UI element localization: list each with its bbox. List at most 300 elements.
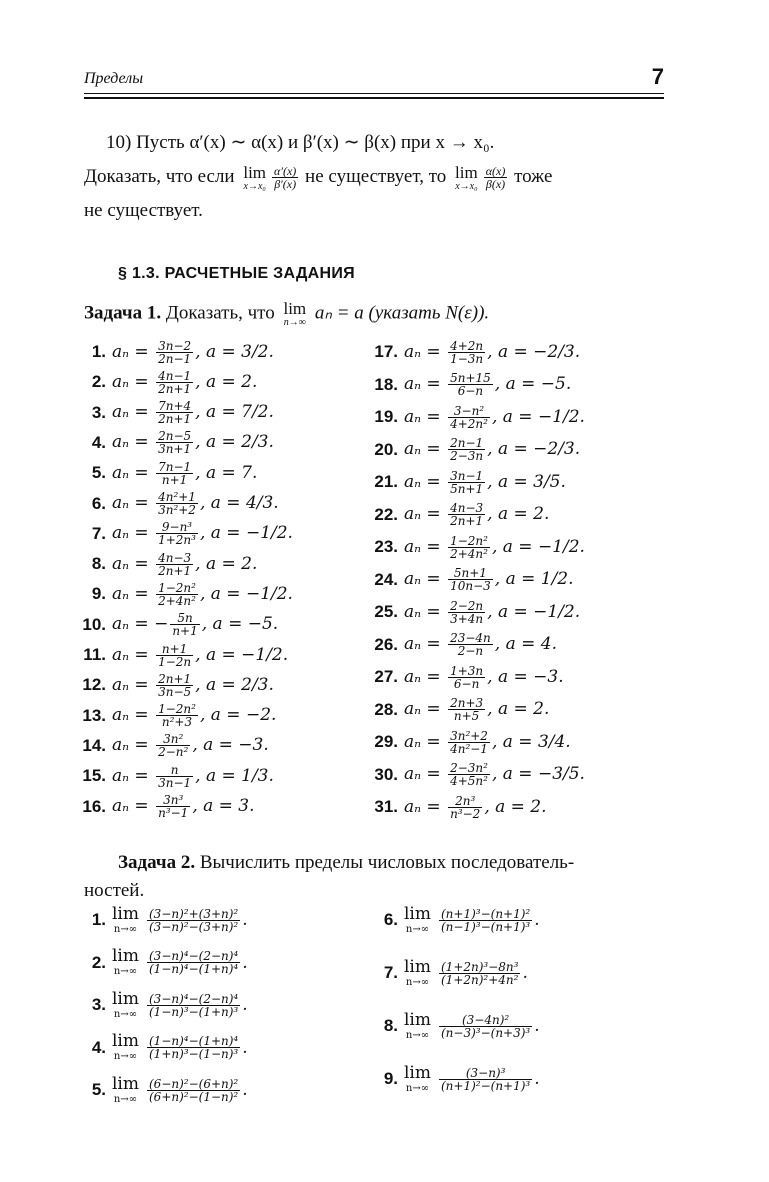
item-period: . — [242, 1080, 248, 1100]
problem-10-line-2 — [84, 162, 662, 192]
fraction-numerator: (6−n)²−(6+n)² — [149, 1076, 239, 1091]
item-fraction — [156, 340, 193, 365]
fraction-denominator: 1−3n — [450, 351, 484, 366]
task-2-item — [78, 943, 248, 983]
running-head — [84, 66, 664, 92]
limit-operator — [404, 956, 431, 988]
item-limit-value: , a = 2. — [195, 371, 258, 392]
item-fraction — [448, 340, 485, 365]
task-1-item — [370, 661, 564, 693]
task-1-item — [370, 401, 585, 433]
fraction-numerator: 3−n² — [453, 403, 485, 418]
item-fraction — [439, 961, 520, 986]
item-period: . — [534, 1069, 540, 1089]
fraction-denominator: 4n²−1 — [450, 741, 488, 756]
limit-operator — [404, 1062, 431, 1094]
item-formula — [112, 673, 274, 698]
item-number: 19. — [374, 407, 398, 426]
item-number: 5. — [91, 463, 106, 483]
fraction-numerator: (3−4n)² — [462, 1012, 510, 1027]
item-limit-value: , a = 3/5. — [487, 471, 566, 492]
item-formula — [112, 794, 255, 819]
header-rule-thick — [84, 97, 664, 99]
item-number: 29. — [374, 732, 398, 751]
item-formula — [404, 567, 574, 592]
item-number: 3. — [91, 402, 106, 422]
limit-subscript: n→∞ — [113, 1008, 138, 1020]
problem-10-text-a: Доказать, что если — [84, 166, 235, 187]
item-fraction — [156, 521, 198, 546]
problem-10-lim-1: lim x→x₀ — [243, 162, 267, 192]
sequence-symbol: aₙ = — [404, 699, 447, 719]
item-fraction — [170, 612, 199, 637]
item-period: . — [534, 910, 540, 930]
item-fraction — [439, 1067, 532, 1092]
item-formula — [404, 535, 585, 560]
item-fraction — [147, 908, 240, 933]
task-1-item — [78, 427, 274, 459]
item-number: 15. — [82, 766, 106, 786]
fraction-numerator: 2−2n — [450, 598, 484, 613]
problem-10-statement: 10) Пусть α′(x) ∼ α(x) и β′(x) ∼ β(x) при x → x₀. — [106, 132, 495, 153]
item-fraction — [448, 405, 490, 430]
limit-word: lim — [404, 956, 431, 977]
item-limit-value: , a = −2. — [199, 705, 277, 726]
sequence-symbol: aₙ = — [404, 439, 447, 459]
item-formula — [404, 405, 585, 430]
item-fraction — [147, 993, 240, 1018]
fraction-numerator: 1+3n — [450, 663, 484, 678]
item-formula — [404, 795, 547, 820]
task-2-label: Задача 2. — [118, 852, 196, 873]
item-limit-value: , a = −1/2. — [491, 406, 585, 427]
fraction-numerator: 4+2n — [450, 338, 484, 353]
fraction-denominator: 3n−5 — [158, 684, 192, 699]
sequence-symbol: aₙ = — [112, 432, 155, 453]
task-1-item — [78, 700, 276, 732]
fraction-numerator: 2−3n² — [450, 761, 488, 775]
item-fraction — [439, 908, 532, 933]
item-fraction — [448, 730, 490, 755]
item-limit-value: , a = 7. — [195, 462, 258, 483]
limit-word: lim — [112, 903, 139, 924]
fraction-denominator: 1−2n — [158, 654, 192, 669]
item-limit-value: , a = −3. — [487, 666, 564, 687]
sequence-symbol: aₙ = — [112, 796, 155, 816]
fraction-numerator: 5n — [177, 611, 193, 626]
item-number: 14. — [82, 735, 106, 755]
task-2-item — [370, 1006, 540, 1046]
item-number: 9. — [91, 584, 106, 604]
item-fraction — [448, 600, 485, 625]
fraction-denominator: 3n−1 — [158, 775, 192, 790]
item-limit-value: , a = 2. — [195, 553, 258, 574]
limit-subscript: n→∞ — [405, 1082, 430, 1094]
item-limit-value: , a = 3/4. — [491, 731, 571, 752]
problem-10-text-b: не существует, то — [305, 166, 447, 187]
item-limit-value: , a = −1/2. — [487, 601, 581, 622]
fraction-denominator: 4+5n² — [450, 774, 488, 788]
fraction-denominator: 2n−1 — [158, 351, 192, 366]
item-number: 4. — [91, 1037, 106, 1057]
fraction-numerator: 5n+1 — [453, 566, 487, 580]
item-limit-value: , a = 2. — [487, 699, 550, 719]
fraction-denominator: n+1 — [156, 473, 193, 486]
task-1-item — [78, 336, 274, 368]
item-limit-value: , a = −1/2. — [195, 644, 289, 665]
item-number: 31. — [374, 797, 398, 816]
item-fraction — [439, 1014, 532, 1039]
fraction-numerator: 2n−5 — [158, 429, 192, 444]
item-formula — [404, 437, 580, 462]
header-rule-thin — [84, 93, 664, 94]
sequence-symbol: aₙ = — [404, 666, 447, 687]
fraction-denominator: 3+4n — [450, 611, 484, 626]
fraction-numerator: 4n−1 — [158, 368, 192, 383]
item-formula — [112, 703, 276, 728]
item-number: 23. — [374, 537, 398, 556]
item-limit-value: , a = 4. — [494, 634, 557, 654]
sequence-symbol: aₙ = — [112, 674, 155, 695]
item-fraction — [448, 697, 485, 722]
limit-subscript: n→∞ — [405, 923, 430, 935]
fraction-numerator: (3−n)³ — [465, 1065, 506, 1080]
fraction-denominator: 2−n² — [158, 745, 189, 760]
sequence-symbol: aₙ = — [404, 536, 447, 557]
item-number: 6. — [383, 910, 398, 929]
fraction-denominator: 2+4n² — [450, 546, 488, 561]
item-fraction — [147, 1035, 240, 1060]
task-1-item — [370, 466, 566, 498]
task-1-item — [370, 369, 571, 401]
item-formula — [404, 665, 564, 690]
sequence-symbol: aₙ = — [404, 731, 447, 752]
fraction-numerator: 2n−1 — [450, 436, 484, 450]
item-formula — [112, 643, 288, 668]
item-formula — [112, 733, 269, 758]
fraction-denominator: n³−2 — [450, 806, 481, 821]
fraction-numerator: 4n²+1 — [158, 490, 196, 504]
limit-operator — [404, 903, 431, 935]
task-2-item — [370, 953, 528, 993]
task-1-item — [78, 760, 274, 792]
item-number: 17. — [374, 342, 398, 361]
fraction-denominator: n+5 — [448, 709, 485, 722]
fraction-denominator: (n+1)²−(n+1)³ — [441, 1078, 531, 1093]
running-title: Пределы — [84, 70, 144, 87]
item-formula — [112, 340, 274, 365]
fraction-denominator: 4+2n² — [450, 416, 488, 431]
item-fraction — [448, 372, 493, 397]
task-2-item — [78, 1028, 248, 1068]
item-formula — [404, 697, 549, 722]
item-number: 1. — [91, 342, 106, 361]
section-title: § 1.3. РАСЧЕТНЫЕ ЗАДАНИЯ — [118, 265, 355, 282]
sequence-symbol: aₙ = — [404, 341, 447, 362]
task-1-item — [370, 596, 580, 628]
fraction-numerator: (1−n)⁴−(1+n)⁴ — [149, 1034, 239, 1048]
sequence-symbol: aₙ = — [404, 569, 447, 589]
item-number: 6. — [91, 493, 106, 513]
item-limit-value: , a = 1/2. — [494, 569, 574, 589]
item-limit-value: , a = 2. — [487, 504, 550, 524]
problem-10-line-1 — [84, 128, 662, 158]
task-2-item — [370, 900, 540, 940]
task-1-item — [370, 531, 585, 563]
limit-subscript: n→∞ — [113, 966, 138, 977]
page-number: 7 — [651, 64, 664, 89]
item-number: 24. — [374, 569, 398, 589]
item-number: 20. — [374, 439, 398, 459]
item-fraction — [156, 673, 193, 698]
item-number: 21. — [374, 472, 398, 491]
sequence-symbol: aₙ = — [112, 523, 155, 544]
task-1-item — [78, 578, 293, 610]
fraction-numerator: n — [170, 762, 179, 777]
fraction-numerator: 4n−3 — [450, 501, 484, 515]
fraction-numerator: 23−4n — [450, 631, 491, 645]
item-limit-value: , a = 2/3. — [195, 432, 274, 453]
item-fraction — [156, 552, 193, 577]
item-period: . — [242, 995, 248, 1015]
sequence-symbol: aₙ = — [112, 371, 155, 392]
fraction-denominator: (3−n)²−(3+n)² — [149, 919, 239, 934]
fraction-denominator: 6−n — [448, 384, 493, 397]
fraction-denominator: n²+3 — [156, 715, 198, 728]
item-number: 2. — [91, 372, 106, 392]
task-1-item — [78, 366, 257, 398]
item-fraction — [156, 370, 193, 395]
item-fraction — [448, 437, 485, 462]
problem-10-text-c: тоже — [514, 166, 553, 187]
task-1-item — [370, 499, 549, 531]
fraction-numerator: 3n−2 — [158, 338, 192, 353]
task-1-item — [370, 629, 557, 661]
fraction-numerator: (3−n)⁴−(2−n)⁴ — [149, 991, 239, 1006]
task-2-item — [78, 900, 248, 940]
sequence-symbol: aₙ = — [112, 462, 155, 483]
item-formula — [112, 612, 278, 637]
fraction-denominator: (6+n)²−(1−n)² — [149, 1089, 239, 1104]
fraction-denominator: 2+4n² — [158, 593, 196, 608]
item-number: 13. — [82, 705, 106, 725]
fraction-denominator: 2−n — [448, 644, 493, 657]
item-period: . — [242, 952, 248, 973]
fraction-numerator: 1−2n² — [450, 533, 488, 548]
sequence-symbol: aₙ = — [112, 644, 155, 665]
limit-subscript: n→∞ — [405, 976, 430, 988]
item-limit-value: , a = −3/5. — [491, 764, 585, 784]
fraction-denominator: 2n+1 — [158, 412, 192, 427]
fraction-numerator: 3n² — [163, 732, 184, 747]
item-number: 12. — [82, 675, 106, 695]
task-1-statement: Задача 1. Доказать, что lim n→∞ aₙ = a (указать N(ε)). — [84, 299, 490, 328]
item-limit-value: , a = −1/2. — [199, 523, 293, 544]
item-fraction — [448, 795, 482, 820]
task-2-item — [78, 985, 248, 1025]
item-number: 11. — [83, 645, 106, 664]
fraction-denominator: 10n−3 — [450, 579, 491, 593]
item-formula — [404, 762, 585, 787]
task-1-item — [370, 564, 574, 596]
fraction-numerator: 7n−1 — [158, 459, 192, 474]
item-fraction — [448, 665, 485, 690]
item-limit-value: , a = −3. — [192, 735, 269, 756]
fraction-denominator: 2−3n — [450, 449, 484, 463]
item-formula — [112, 521, 293, 546]
problem-10-frac-2: $\frac{\alpha(x)}{\beta(x)}$ — [485, 164, 506, 192]
task-2-statement: Задача 2. Вычислить пределы числовых последователь- — [118, 852, 575, 873]
sequence-symbol: aₙ = — [404, 764, 447, 784]
item-number: 28. — [374, 699, 398, 719]
fraction-denominator: 3n²+2 — [158, 503, 196, 517]
sequence-symbol: aₙ = − — [112, 614, 169, 635]
limit-subscript: n→∞ — [405, 1029, 430, 1041]
task-1-lim: lim n→∞ — [283, 299, 307, 328]
fraction-numerator: 1−2n² — [158, 580, 196, 595]
item-formula — [112, 582, 293, 607]
fraction-numerator: 5n+15 — [450, 371, 491, 385]
sequence-symbol: aₙ = — [112, 583, 155, 604]
item-formula — [404, 730, 571, 755]
limit-subscript: n→∞ — [113, 1051, 138, 1062]
item-limit-value: , a = 2. — [484, 796, 547, 817]
limit-operator — [112, 948, 139, 977]
sequence-symbol: aₙ = — [404, 374, 447, 394]
limit-word: lim — [112, 1073, 139, 1094]
task-1-item — [370, 759, 585, 791]
item-number: 5. — [91, 1080, 106, 1099]
problem-10-lim-2: lim x→x₀ — [455, 162, 478, 192]
item-number: 4. — [91, 432, 106, 452]
item-number: 8. — [383, 1016, 398, 1035]
fraction-denominator: n+1 — [172, 624, 198, 639]
item-limit-value: , a = −5. — [201, 614, 279, 635]
limit-word: lim — [404, 903, 431, 924]
item-fraction — [147, 950, 240, 975]
item-fraction — [448, 535, 490, 560]
item-fraction — [448, 502, 485, 527]
task-1-item — [370, 694, 549, 726]
limit-word: lim — [404, 1062, 431, 1083]
fraction-denominator: (1+n)³−(1−n)³ — [149, 1047, 239, 1061]
task-1-label: Задача 1. — [84, 302, 162, 324]
limit-operator — [404, 1009, 431, 1041]
problem-10-line-3 — [84, 196, 662, 226]
fraction-denominator: (1−n)³−(1+n)³ — [149, 1004, 239, 1019]
sequence-symbol: aₙ = — [404, 634, 447, 654]
item-fraction — [156, 400, 193, 425]
item-fraction — [156, 794, 190, 819]
item-limit-value: , a = −2/3. — [487, 341, 581, 362]
item-formula — [112, 400, 274, 425]
sequence-symbol: aₙ = — [112, 402, 155, 423]
item-formula — [112, 764, 274, 789]
fraction-numerator: 3n³ — [163, 793, 184, 807]
fraction-denominator: 2n+1 — [158, 381, 192, 396]
item-period: . — [534, 1016, 540, 1036]
task-2-item — [78, 1070, 248, 1110]
fraction-numerator: (n+1)³−(n+1)² — [441, 906, 531, 921]
fraction-denominator: 6−n — [448, 677, 485, 690]
item-number: 2. — [91, 952, 106, 972]
fraction-denominator: n³−1 — [158, 806, 189, 820]
sequence-symbol: aₙ = — [404, 796, 447, 817]
limit-word: lim — [112, 946, 139, 966]
fraction-numerator: 9−n³ — [161, 520, 193, 535]
item-number: 9. — [383, 1069, 398, 1088]
fraction-numerator: 7n+4 — [158, 399, 192, 414]
item-fraction — [156, 643, 193, 668]
item-limit-value: , a = −1/2. — [491, 536, 585, 557]
task-1-item — [78, 548, 257, 580]
limit-word: lim — [112, 988, 139, 1009]
item-number: 25. — [374, 602, 398, 621]
fraction-denominator: (n−3)³−(n+3)³ — [441, 1025, 531, 1040]
item-limit-value: , a = −1/2. — [199, 583, 293, 604]
fraction-denominator: 2n+1 — [158, 563, 192, 578]
item-formula — [112, 491, 279, 516]
task-1-item — [78, 669, 274, 701]
item-fraction — [448, 762, 490, 787]
fraction-numerator: (3−n)⁴−(2−n)⁴ — [149, 949, 239, 963]
item-formula — [112, 461, 257, 486]
fraction-numerator: 3n²+2 — [450, 728, 488, 743]
fraction-numerator: 2n+1 — [158, 671, 192, 686]
fraction-denominator: 2n+1 — [450, 514, 484, 528]
sequence-symbol: aₙ = — [112, 553, 155, 574]
task-1-item — [78, 397, 274, 429]
item-fraction — [147, 1078, 240, 1103]
fraction-denominator: 1+2n³ — [158, 533, 196, 548]
item-number: 8. — [91, 554, 106, 574]
limit-subscript: n→∞ — [113, 1093, 138, 1105]
item-limit-value: , a = 3/2. — [195, 341, 274, 362]
task-2-statement-cont: ностей. — [84, 880, 145, 901]
item-formula — [112, 552, 257, 577]
item-fraction — [448, 632, 493, 657]
fraction-numerator: 2n+3 — [450, 696, 484, 710]
sequence-symbol: aₙ = — [404, 504, 447, 524]
item-number: 27. — [374, 667, 398, 686]
item-limit-value: , a = 3. — [192, 796, 255, 816]
task-1-item — [370, 336, 580, 368]
fraction-denominator: (n−1)³−(n+1)³ — [441, 919, 531, 934]
fraction-numerator: (3−n)²+(3+n)² — [149, 906, 239, 921]
item-limit-value: , a = 1/3. — [195, 765, 274, 786]
sequence-symbol: aₙ = — [112, 765, 155, 786]
problem-10-text-d: не существует. — [84, 200, 203, 221]
item-period: . — [522, 963, 528, 983]
item-number: 22. — [374, 504, 398, 524]
item-formula — [404, 502, 549, 527]
item-formula — [112, 430, 274, 455]
limit-subscript: n→∞ — [113, 923, 138, 935]
task-1-item — [78, 609, 278, 641]
task-1-item — [78, 518, 293, 550]
limit-operator — [112, 988, 139, 1020]
item-fraction — [156, 430, 193, 455]
task-1-item — [370, 434, 580, 466]
fraction-denominator: (1−n)⁴−(1+n)⁴ — [149, 962, 239, 976]
task-2-item — [370, 1059, 540, 1099]
sequence-symbol: aₙ = — [112, 341, 155, 362]
item-fraction — [448, 567, 493, 592]
task-1-item — [370, 726, 571, 758]
sequence-symbol: aₙ = — [404, 601, 447, 622]
limit-word: lim — [112, 1031, 139, 1051]
problem-10-frac-1: $\frac{\alpha'(x)}{\beta'(x)}$ — [274, 164, 297, 192]
